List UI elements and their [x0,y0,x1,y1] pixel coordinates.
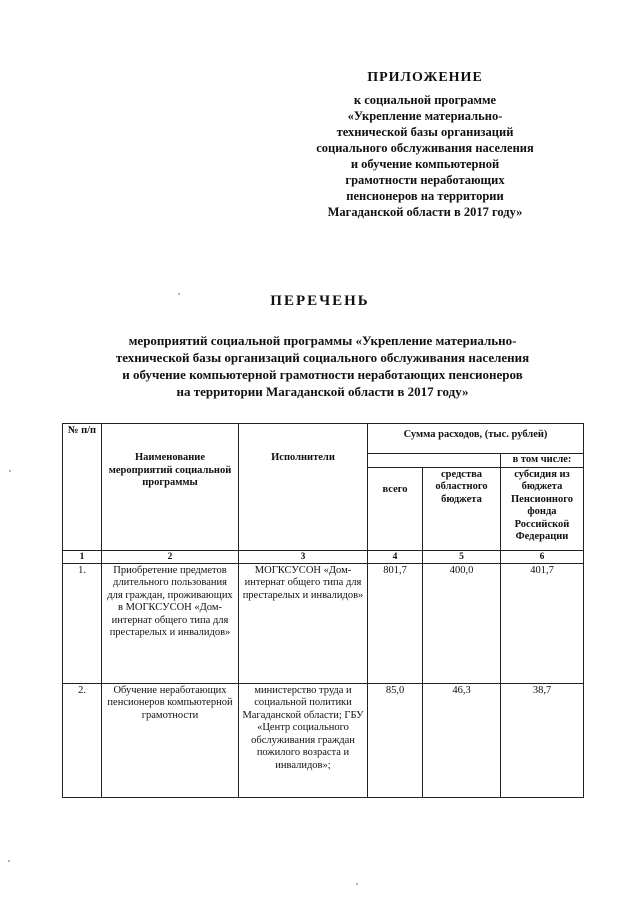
column-number-row [63,550,584,563]
subtitle-line: и обучение компьютерной грамотности неработающих пенсионеров [122,367,523,382]
appendix-line: Магаданской области в 2017 году» [327,205,523,219]
header-pension: субсидия из бюджета Пенсионного фонда Российской Федерации [501,467,584,550]
row-pension: 401,7 [501,563,584,683]
row-total: 85,0 [368,683,423,797]
row-total: 801,7 [368,563,423,683]
row-executor: министерство труда и социальной политики Магаданской области; ГБУ «Центр социального обслуживания граждан пожилого возраста и инвалидов»; [239,683,368,797]
column-number: 4 [368,550,423,563]
column-number: 1 [63,550,102,563]
scan-speck [178,293,180,295]
activities-table [62,423,584,798]
scan-speck [8,860,10,862]
column-number: 3 [239,550,368,563]
column-number: 5 [423,550,501,563]
appendix-line: к социальной программе [353,93,497,107]
row-pension: 38,7 [501,683,584,797]
header-including: в том числе: [501,454,584,468]
appendix-block [280,70,570,220]
subtitle-line: мероприятий социальной программы «Укрепление материально- [128,333,517,348]
scan-speck [9,470,11,472]
row-executor: МОГКСУСОН «Дом-интернат общего типа для престарелых и инвалидов» [239,563,368,683]
document-title: ПЕРЕЧЕНЬ [270,293,370,309]
header-name: Наименование мероприятий социальной программы [102,424,239,551]
appendix-line: социального обслуживания населения [316,141,534,155]
table-row [63,563,584,683]
row-regional: 400,0 [423,563,501,683]
subtitle-line: технической базы организаций социального обслуживания населения [115,350,530,365]
table-row [63,683,584,797]
column-number: 2 [102,550,239,563]
appendix-line: грамотности неработающих [345,173,505,187]
header-executors: Исполнители [239,424,368,551]
document-subtitle [60,332,585,400]
header-regional: средства областного бюджета [423,467,501,550]
header-including-spacer [368,454,501,468]
row-regional: 46,3 [423,683,501,797]
row-num: 1. [63,563,102,683]
appendix-heading: ПРИЛОЖЕНИЕ [367,70,483,85]
appendix-line: и обучение компьютерной [350,157,500,171]
row-name: Обучение неработающих пенсионеров компьютерной грамотности [102,683,239,797]
header-num: № п/п [63,424,102,551]
header-sum: Сумма расходов, (тыс. рублей) [368,424,584,454]
subtitle-line: на территории Магаданской области в 2017 году» [176,384,469,399]
column-number: 6 [501,550,584,563]
row-name: Приобретение предметов длительного пользования для граждан, проживающих в МОГКСУСОН «Дом-интернат общего типа для престарелых и инвалидов» [102,563,239,683]
row-num: 2. [63,683,102,797]
appendix-line: «Укрепление материально- [347,109,503,123]
appendix-line: технической базы организаций [336,125,514,139]
header-total: всего [368,467,423,550]
appendix-line: пенсионеров на территории [346,189,504,203]
scan-speck [356,883,358,885]
